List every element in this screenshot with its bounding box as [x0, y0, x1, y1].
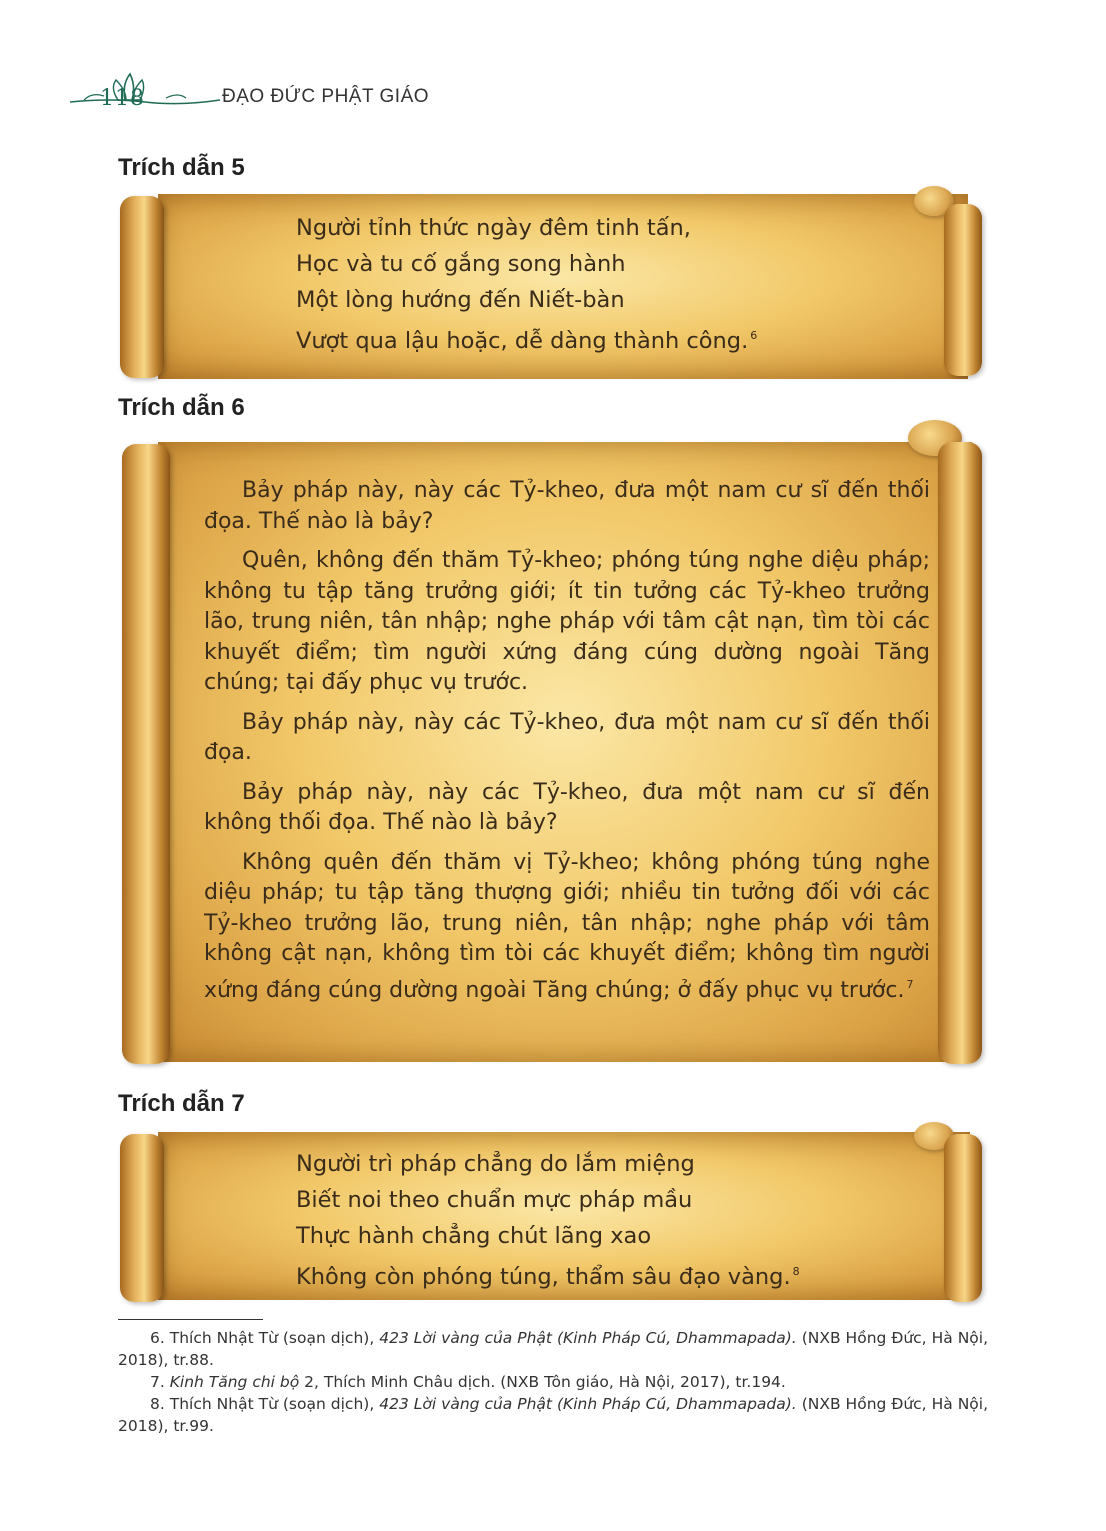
- verse-block: [296, 210, 757, 359]
- section-title: Trích dẫn 5: [118, 154, 245, 181]
- footnote-work-title: 423 Lời vàng của Phật (Kinh Pháp Cú, Dhammapada).: [379, 1395, 797, 1413]
- quote-text: [204, 476, 930, 1006]
- lotus-icon: [70, 70, 220, 110]
- paragraph: Bảy pháp này, này các Tỷ-kheo, đưa một nam cư sĩ đến không thối đọa. Thế nào là bảy?: [204, 779, 930, 835]
- footnote-number: 8.: [150, 1395, 170, 1413]
- scroll-roll-right: [938, 442, 982, 1064]
- footnote-publication: (NXB Hồng Đức, Hà Nội, 2018), tr.88.: [118, 1329, 989, 1369]
- footnote-number: 6.: [150, 1329, 170, 1347]
- footnote-work-title: Kinh Tăng chi bộ: [169, 1373, 300, 1391]
- footnote-number: 7.: [150, 1373, 170, 1391]
- footnote-publication: (NXB Hồng Đức, Hà Nội, 2018), tr.99.: [118, 1395, 989, 1435]
- footnote-work-title: 423 Lời vàng của Phật (Kinh Pháp Cú, Dhammapada).: [379, 1329, 797, 1347]
- verse-line: Vượt qua lậu hoặc, dễ dàng thành công.: [296, 328, 749, 354]
- footnote-author: Thích Nhật Từ (soạn dịch),: [169, 1395, 380, 1413]
- verse-block: [296, 1146, 800, 1295]
- paragraph: Bảy pháp này, này các Tỷ-kheo, đưa một nam cư sĩ đến thối đọa.: [204, 709, 930, 765]
- verse-line: Biết noi theo chuẩn mực pháp mầu: [296, 1187, 693, 1213]
- verse-line: Không còn phóng túng, thẩm sâu đạo vàng.: [296, 1264, 791, 1290]
- verse-line: Học và tu cố gắng song hành: [296, 251, 626, 277]
- section-title: Trích dẫn 7: [118, 1090, 245, 1117]
- scroll-roll-left: [120, 1134, 164, 1302]
- paragraph: Bảy pháp này, này các Tỷ-kheo, đưa một nam cư sĩ đến thối đọa. Thế nào là bảy?: [204, 478, 930, 534]
- scroll-roll-right: [944, 204, 982, 376]
- verse-line: Thực hành chẳng chút lãng xao: [296, 1223, 652, 1249]
- footnote-author: Thích Nhật Từ (soạn dịch),: [169, 1329, 380, 1347]
- footnote-divider: [118, 1319, 263, 1320]
- paragraph: Quên, không đến thăm Tỷ-kheo; phóng túng nghe diệu pháp; không tu tập tăng trưởng giới; ít tin tưởng các Tỷ-kheo trưởng lão, trung niên, tân nhập; nghe pháp với tâm cật nạn, tìm tòi các khuyết điểm; tìm người xứng đáng cúng dường ngoài Tăng chúng; tại đấy phục vụ trước.: [204, 548, 930, 695]
- footnote-publication: 2, Thích Minh Châu dịch. (NXB Tôn giáo, Hà Nội, 2017), tr.194.: [299, 1373, 786, 1391]
- page-header: [70, 70, 490, 110]
- footnote-ref[interactable]: 7: [906, 977, 914, 991]
- scroll-roll-left: [120, 196, 164, 378]
- footnote: [118, 1371, 988, 1393]
- scroll-roll-left: [122, 444, 170, 1064]
- verse-line: Một lòng hướng đến Niết-bàn: [296, 287, 625, 313]
- running-title: ĐẠO ĐỨC PHẬT GIÁO: [222, 86, 430, 107]
- paragraph: Không quên đến thăm vị Tỷ-kheo; không phóng túng nghe diệu pháp; tu tập tăng thượng giới; nhiều tin tưởng đối với các Tỷ-kheo trưởng lão, trung niên, tân nhập; nghe pháp với tâm không cật nạn, không tìm tòi các khuyết điểm; không tìm người xứng đáng cúng dường ngoài Tăng chúng; ở đấy phục vụ trước.: [204, 849, 930, 1003]
- verse-line: Người tỉnh thức ngày đêm tinh tấn,: [296, 215, 691, 241]
- page-number: 118: [100, 86, 145, 111]
- footnote-ref[interactable]: 8: [792, 1265, 800, 1278]
- footnote: [118, 1327, 988, 1371]
- section-title: Trích dẫn 6: [118, 394, 245, 421]
- footnote-ref[interactable]: 6: [750, 329, 758, 342]
- verse-line: Người trì pháp chẳng do lắm miệng: [296, 1151, 695, 1177]
- footnote: [118, 1393, 988, 1437]
- scroll-roll-right: [944, 1134, 982, 1302]
- footnotes: [118, 1327, 988, 1437]
